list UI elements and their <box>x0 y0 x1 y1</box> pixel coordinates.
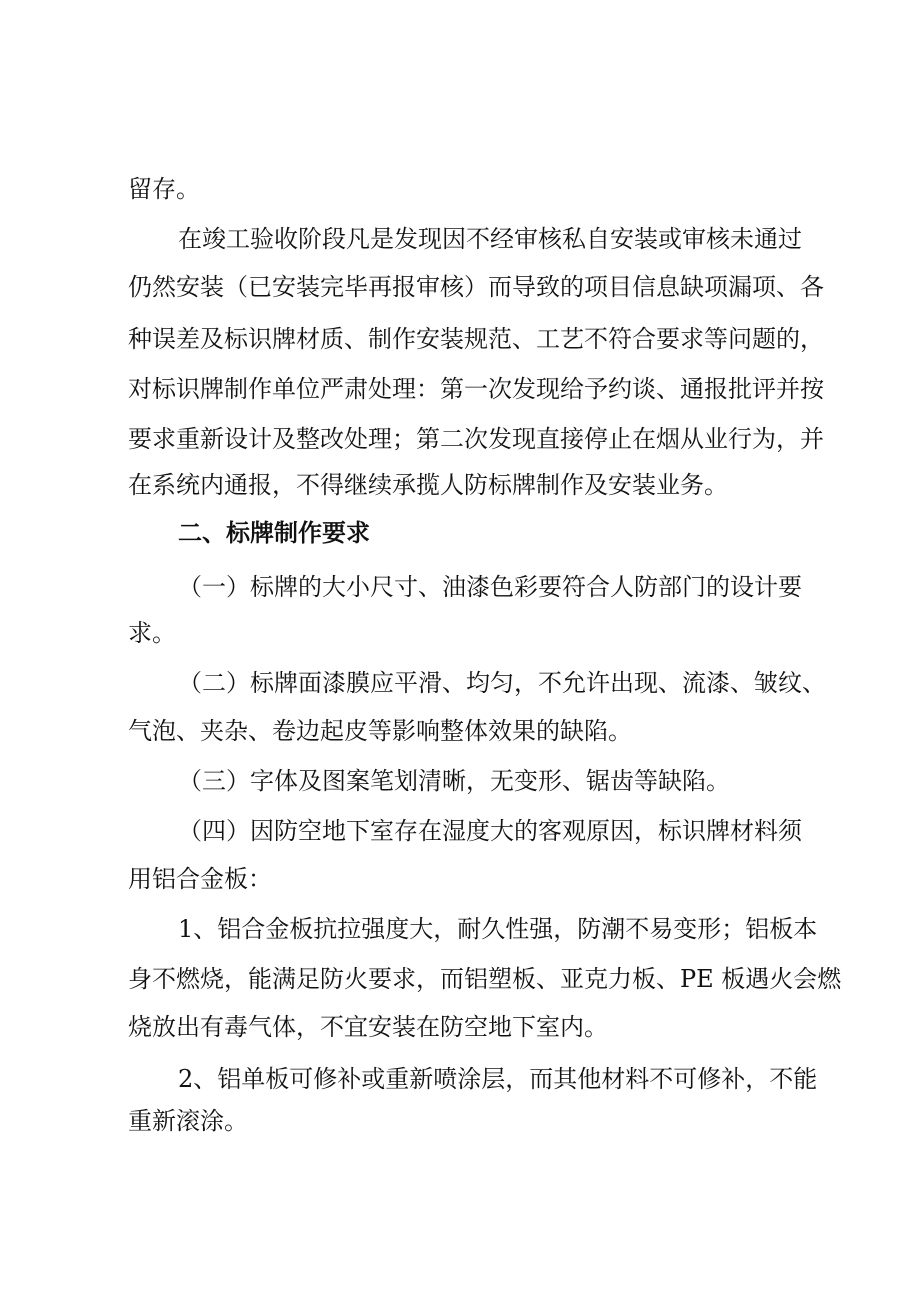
text-line: 1、铝合金板抗拉强度大，耐久性强，防潮不易变形；铝板本 <box>178 915 818 943</box>
text-line: 在竣工验收阶段凡是发现因不经审核私自安装或审核未通过 <box>178 225 802 253</box>
text-line: 对标识牌制作单位严肃处理：第一次发现给予约谈、通报批评并按 <box>128 375 824 403</box>
text-line: 种误差及标识牌材质、制作安装规范、工艺不符合要求等问题的， <box>128 325 824 353</box>
text-line: 用铝合金板： <box>128 865 272 893</box>
text-line: 仍然安装（已安装完毕再报审核）而导致的项目信息缺项漏项、各 <box>128 273 824 301</box>
text-line: （三）字体及图案笔划清晰，无变形、锯齿等缺陷。 <box>178 767 730 795</box>
text-line: 烧放出有毒气体，不宜安装在防空地下室内。 <box>128 1013 608 1041</box>
text-line: 要求重新设计及整改处理；第二次发现直接停止在烟从业行为，并 <box>128 425 824 453</box>
section-heading: 二、标牌制作要求 <box>178 519 370 547</box>
text-line: 2、铝单板可修补或重新喷涂层，而其他材料不可修补，不能 <box>178 1065 818 1093</box>
text-line: 留存。 <box>128 175 200 203</box>
text-line: （二）标牌面漆膜应平滑、均匀，不允许出现、流漆、皱纹、 <box>178 669 826 697</box>
text-line: （四）因防空地下室存在湿度大的客观原因，标识牌材料须 <box>178 817 802 845</box>
text-line: 气泡、夹杂、卷边起皮等影响整体效果的缺陷。 <box>128 717 632 745</box>
text-line: 重新滚涂。 <box>128 1107 248 1135</box>
text-line: 身不燃烧，能满足防火要求，而铝塑板、亚克力板、PE 板遇火会燃 <box>128 965 842 993</box>
text-line: （一）标牌的大小尺寸、油漆色彩要符合人防部门的设计要 <box>178 573 802 601</box>
text-line: 在系统内通报，不得继续承揽人防标牌制作及安装业务。 <box>128 471 728 499</box>
text-line: 求。 <box>128 619 176 647</box>
